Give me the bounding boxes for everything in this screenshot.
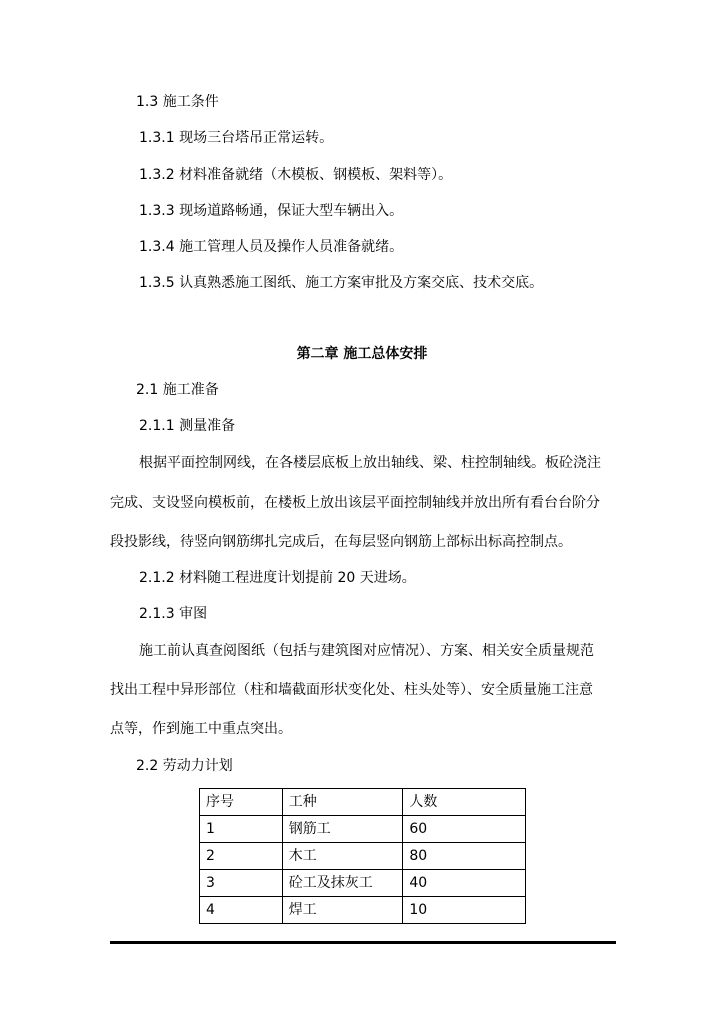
section-heading-2-1: 2.1 施工准备 — [136, 382, 219, 398]
table-cell: 4 — [200, 897, 283, 924]
section-heading-2-1-3: 2.1.3 审图 — [139, 606, 208, 622]
list-item: 1.3.4 施工管理人员及操作人员准备就绪。 — [139, 239, 404, 255]
table-cell: 3 — [200, 870, 283, 897]
labor-plan-table — [199, 788, 526, 924]
section-item-2-1-2: 2.1.2 材料随工程进度计划提前 20 天进场。 — [139, 570, 416, 586]
table-cell: 木工 — [282, 843, 403, 870]
paragraph-line: 施工前认真查阅图纸（包括与建筑图对应情况）、方案、相关安全质量规范 — [139, 643, 594, 659]
paragraph-line: 段投影线，待竖向钢筋绑扎完成后，在每层竖向钢筋上部标出标高控制点。 — [110, 534, 572, 550]
table-cell: 10 — [403, 897, 526, 924]
table-cell: 钢筋工 — [282, 816, 403, 843]
table-row — [200, 816, 526, 843]
table-cell: 80 — [403, 843, 526, 870]
table-cell: 1 — [200, 816, 283, 843]
table-cell: 2 — [200, 843, 283, 870]
table-header-cell: 人数 — [403, 789, 526, 816]
list-item: 1.3.3 现场道路畅通，保证大型车辆出入。 — [139, 203, 404, 219]
table-row — [200, 843, 526, 870]
table-header-cell: 序号 — [200, 789, 283, 816]
table-row — [200, 870, 526, 897]
section-heading-2-2: 2.2 劳动力计划 — [136, 758, 233, 774]
list-item: 1.3.5 认真熟悉施工图纸、施工方案审批及方案交底、技术交底。 — [139, 275, 544, 291]
chapter-title: 第二章 施工总体安排 — [296, 346, 428, 362]
paragraph-line: 完成、支设竖向模板前，在楼板上放出该层平面控制轴线并放出所有看台台阶分 — [110, 495, 600, 511]
section-heading-2-1-1: 2.1.1 测量准备 — [139, 418, 236, 434]
list-item: 1.3.2 材料准备就绪（木模板、钢模板、架料等）。 — [139, 167, 453, 183]
list-item: 1.3.1 现场三台塔吊正常运转。 — [139, 130, 334, 146]
paragraph-line: 点等，作到施工中重点突出。 — [110, 721, 292, 737]
paragraph-line: 根据平面控制网线，在各楼层底板上放出轴线、梁、柱控制轴线。板砼浇注 — [139, 455, 601, 471]
table-cell: 砼工及抹灰工 — [282, 870, 403, 897]
table-cell: 60 — [403, 816, 526, 843]
table-header-row — [200, 789, 526, 816]
page-bottom-rule — [110, 941, 616, 944]
paragraph-line: 找出工程中异形部位（柱和墙截面形状变化处、柱头处等）、安全质量施工注意 — [110, 682, 593, 698]
table-row — [200, 897, 526, 924]
table-cell: 焊工 — [282, 897, 403, 924]
table-header-cell: 工种 — [282, 789, 403, 816]
section-heading-1-3: 1.3 施工条件 — [136, 94, 219, 110]
table-cell: 40 — [403, 870, 526, 897]
